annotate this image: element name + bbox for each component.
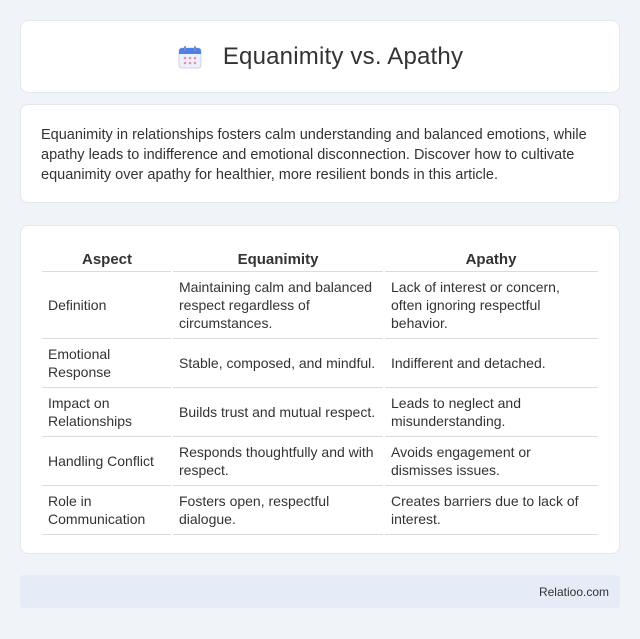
equanimity-cell: Responds thoughtfully and with respect. bbox=[172, 436, 384, 485]
aspect-cell: Handling Conflict bbox=[42, 436, 172, 485]
aspect-cell: Definition bbox=[42, 271, 172, 338]
title-card bbox=[20, 20, 620, 93]
aspect-cell: Role in Communication bbox=[42, 485, 172, 534]
equanimity-cell: Fosters open, respectful dialogue. bbox=[172, 485, 384, 534]
header-apathy: Apathy bbox=[384, 244, 598, 271]
intro-card bbox=[20, 104, 620, 203]
table-row bbox=[42, 485, 598, 534]
header-aspect: Aspect bbox=[42, 244, 172, 271]
table-row bbox=[42, 338, 598, 387]
intro-text: Equanimity in relationships fosters calm understanding and balanced emotions, while apathy leads to indifference and emotional disconnection. Discover how to cultivate equanimity over apathy for healthier, more resilient bonds in this article. bbox=[41, 127, 587, 183]
table-row bbox=[42, 436, 598, 485]
apathy-cell: Leads to neglect and misunderstanding. bbox=[384, 387, 598, 436]
apathy-cell: Indifferent and detached. bbox=[384, 338, 598, 387]
table-header-row bbox=[42, 244, 598, 271]
page-title: Equanimity vs. Apathy bbox=[222, 42, 464, 70]
header-equanimity: Equanimity bbox=[172, 244, 384, 271]
equanimity-cell: Stable, composed, and mindful. bbox=[172, 338, 384, 387]
apathy-cell: Avoids engagement or dismisses issues. bbox=[384, 436, 598, 485]
table-row bbox=[42, 387, 598, 436]
apathy-cell: Lack of interest or concern, often ignoring respectful behavior. bbox=[384, 271, 598, 338]
footer bbox=[20, 575, 620, 608]
equanimity-cell: Maintaining calm and balanced respect regardless of circumstances. bbox=[172, 271, 384, 338]
aspect-cell: Impact on Relationships bbox=[42, 387, 172, 436]
footer-site-link[interactable]: Relatioo.com bbox=[538, 584, 609, 599]
comparison-table-card bbox=[20, 225, 620, 554]
comparison-table bbox=[42, 244, 598, 535]
calendar-icon bbox=[177, 44, 203, 70]
apathy-cell: Creates barriers due to lack of interest. bbox=[384, 485, 598, 534]
equanimity-cell: Builds trust and mutual respect. bbox=[172, 387, 384, 436]
aspect-cell: Emotional Response bbox=[42, 338, 172, 387]
table-row bbox=[42, 271, 598, 338]
